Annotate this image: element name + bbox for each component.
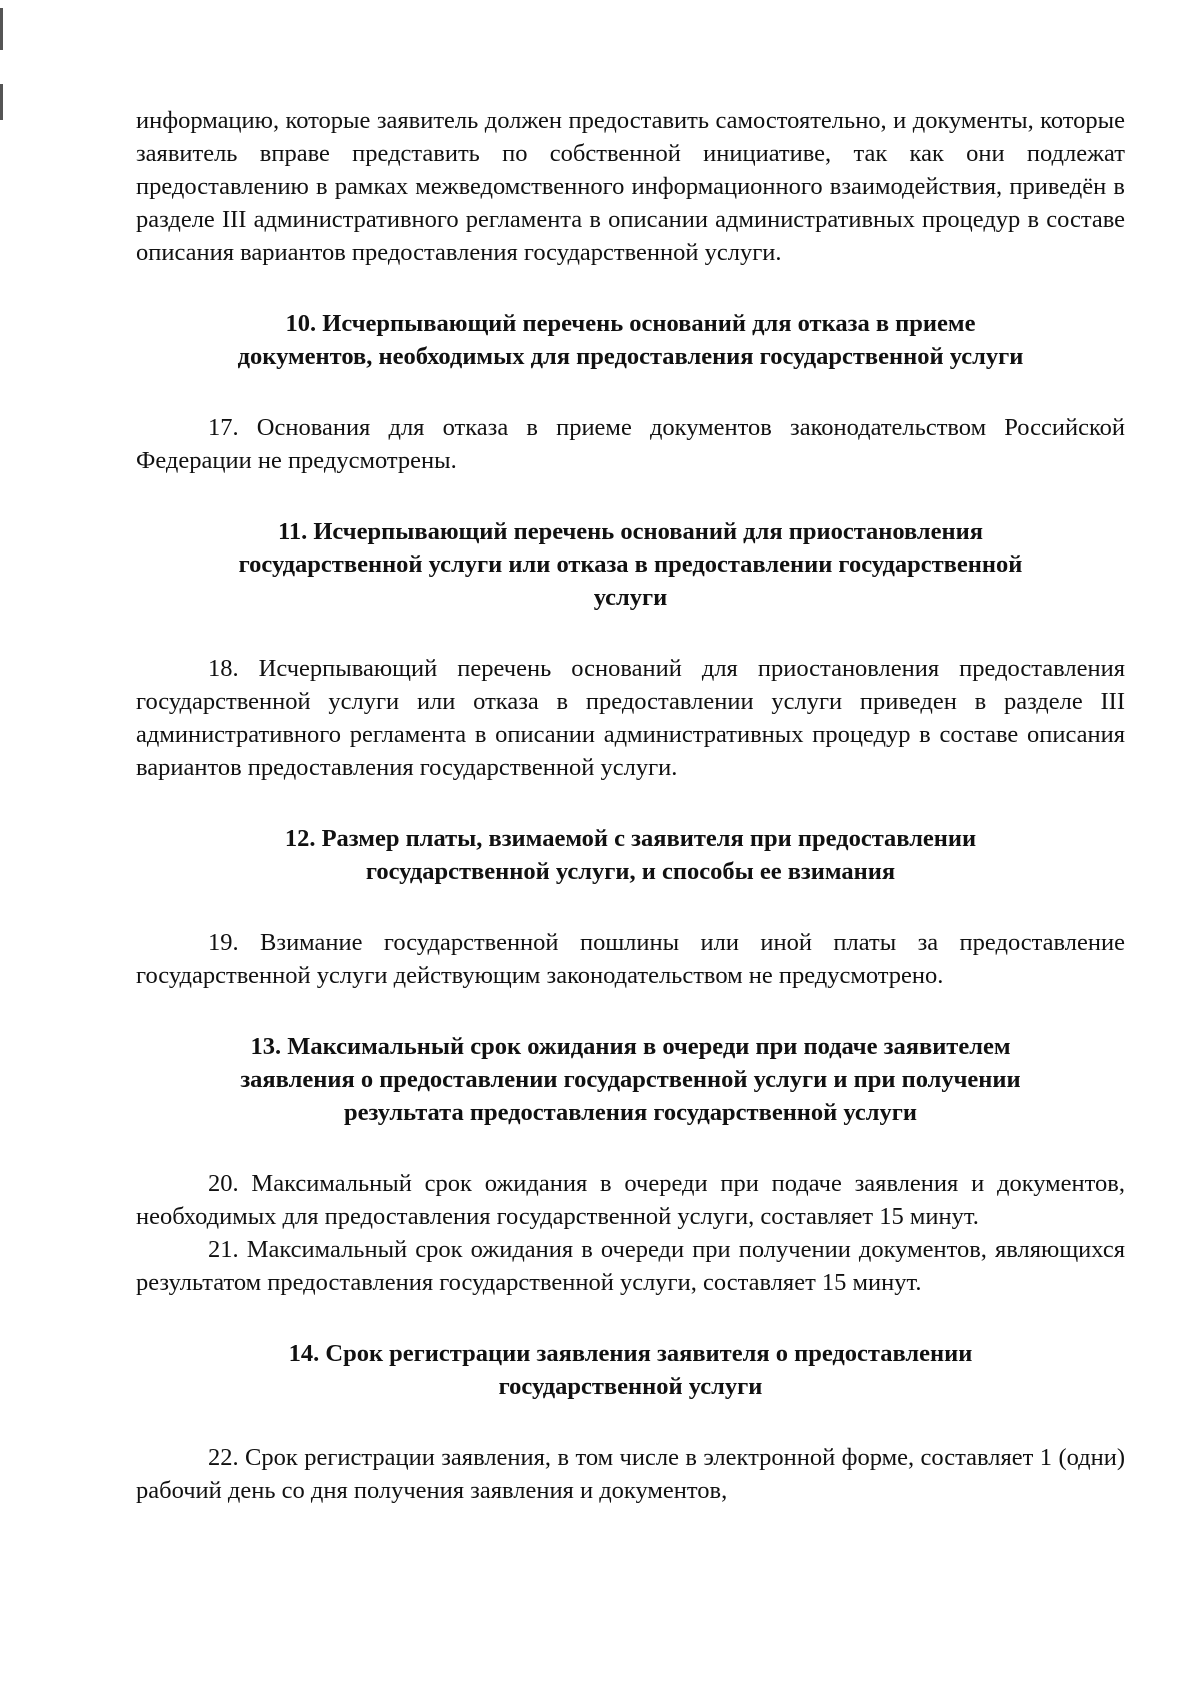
section-10-heading [136, 307, 1125, 373]
paragraph-21: 21. Максимальный срок ожидания в очереди при получении документов, являющихся результатом предоставления государственной услуги, составляет 15 минут. [136, 1236, 1125, 1296]
section-11-heading-line-3: услуги [593, 584, 668, 611]
document-page [136, 104, 1125, 1507]
section-11-heading [136, 515, 1125, 614]
section-12-heading [136, 822, 1125, 888]
section-11-heading-line-1: 11. Исчерпывающий перечень оснований для приостановления [277, 518, 984, 545]
paragraph-19: 19. Взимание государственной пошлины или иной платы за предоставление государственной услуги действующим законодательством не предусмотрено. [136, 929, 1125, 989]
section-13-heading-line-2: заявления о предоставлении государственной услуги и при получении [240, 1066, 1021, 1093]
intro-paragraph: информацию, которые заявитель должен предоставить самостоятельно, и документы, которые заявитель вправе представить по собственной инициативе, так как они подлежат предоставлению в рамках межведомственного информационного взаимодействия, приведён в разделе III административного регламента в описании административных процедур в составе описания вариантов предоставления государственной услуги. [136, 107, 1125, 266]
section-12-heading-line-2: государственной услуги, и способы ее взимания [365, 858, 896, 885]
paragraph-17: 17. Основания для отказа в приеме документов законодательством Российской Федерации не предусмотрены. [136, 414, 1125, 474]
paragraph-22: 22. Срок регистрации заявления, в том числе в электронной форме, составляет 1 (одни) рабочий день со дня получения заявления и документов, [136, 1444, 1125, 1504]
section-10-heading-line-1: 10. Исчерпывающий перечень оснований для отказа в приеме [285, 310, 976, 337]
section-12-heading-line-1: 12. Размер платы, взимаемой с заявителя при предоставлении [284, 825, 977, 852]
section-14-heading [136, 1337, 1125, 1403]
section-10-heading-line-2: документов, необходимых для предоставления государственной услуги [237, 343, 1024, 370]
paragraph-18: 18. Исчерпывающий перечень оснований для приостановления предоставления государственной услуги или отказа в предоставлении услуги приведен в разделе III административного регламента в описании административных процедур в составе описания вариантов предоставления государственной услуги. [136, 655, 1125, 781]
section-13-heading-line-3: результата предоставления государственной услуги [343, 1099, 918, 1126]
scan-edge-mark [0, 84, 3, 120]
section-13-heading [136, 1030, 1125, 1129]
scan-edge-mark [0, 8, 3, 50]
section-13-heading-line-1: 13. Максимальный срок ожидания в очереди при подаче заявителем [250, 1033, 1011, 1060]
paragraph-20: 20. Максимальный срок ожидания в очереди при подаче заявления и документов, необходимых для предоставления государственной услуги, составляет 15 минут. [136, 1170, 1125, 1230]
section-14-heading-line-2: государственной услуги [498, 1373, 763, 1400]
section-11-heading-line-2: государственной услуги или отказа в предоставлении государственной [238, 551, 1023, 578]
section-14-heading-line-1: 14. Срок регистрации заявления заявителя о предоставлении [288, 1340, 973, 1367]
